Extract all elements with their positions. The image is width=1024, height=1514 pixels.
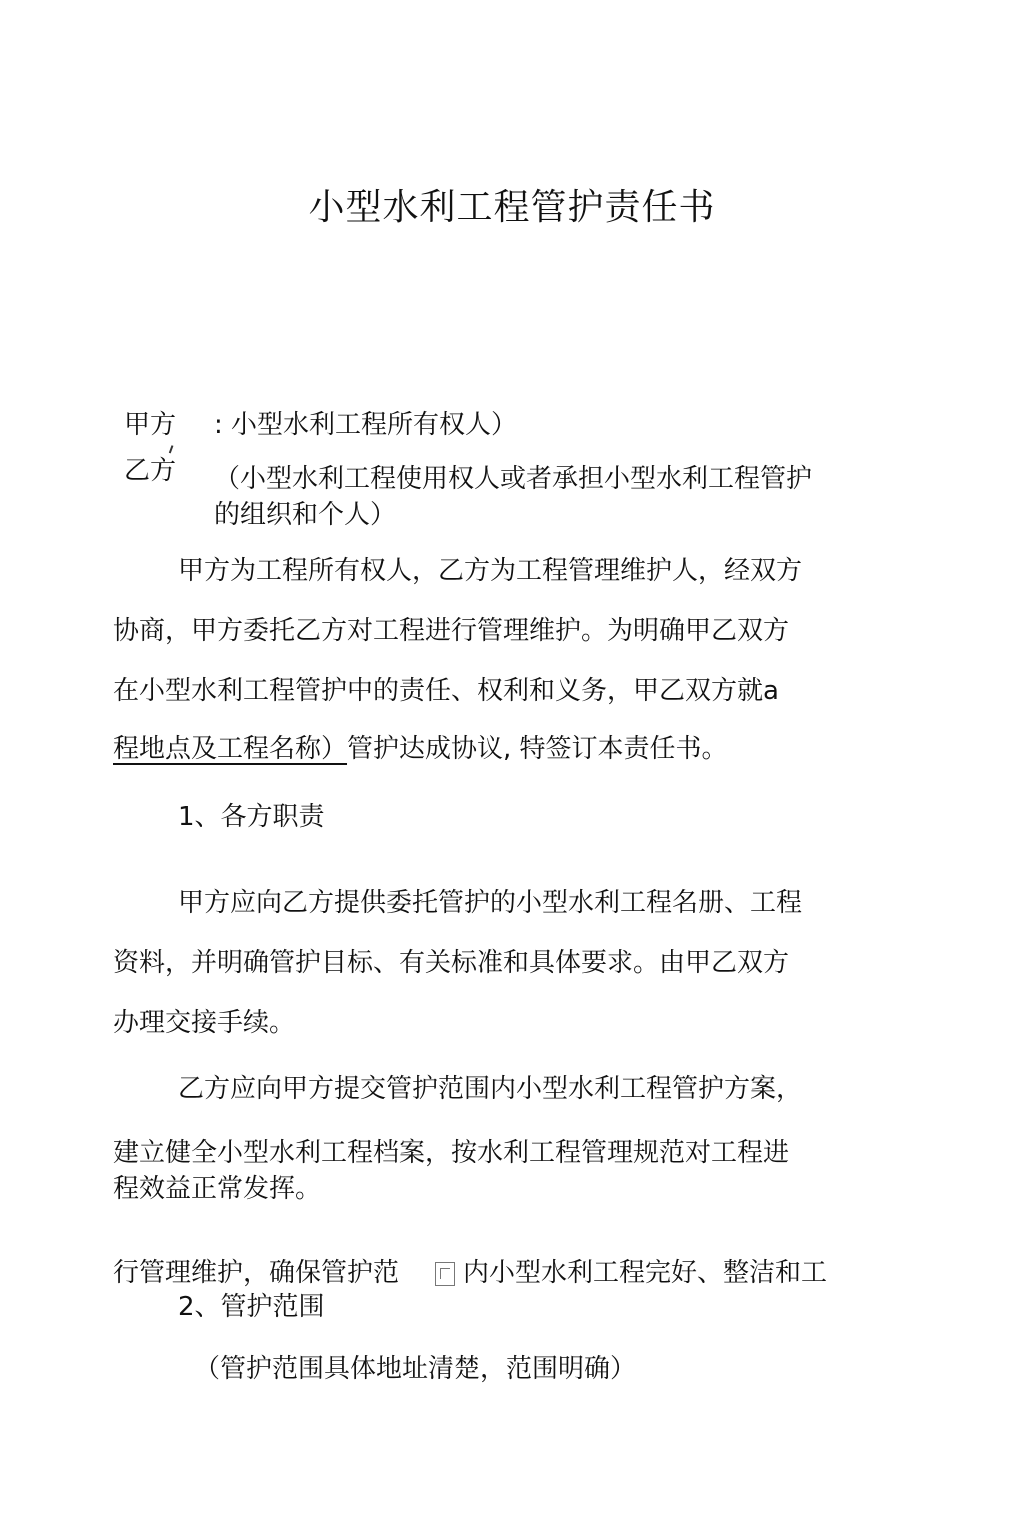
intro-line-3: 在小型水利工程管护中的责任、权利和义务，甲乙双方就a bbox=[113, 676, 779, 706]
section-1-para2-line1: 乙方应向甲方提交管护范围内小型水利工程管护方案， bbox=[178, 1074, 803, 1104]
garbled-character-icon bbox=[435, 1262, 455, 1286]
section-1-para2-line4-a: 行管理维护，确保管护范 bbox=[113, 1258, 400, 1288]
intro-line-1: 甲方为工程所有权人，乙方为工程管理维护人，经双方 bbox=[178, 556, 803, 586]
section-1-para2-line4-b: 内小型水利工程完好、整洁和工 bbox=[463, 1258, 828, 1288]
project-location-underlined: 程地点及工程名称） bbox=[113, 734, 348, 764]
section-1-para2-line4 bbox=[113, 1258, 827, 1288]
party-a-label: 甲方 bbox=[124, 410, 177, 440]
section-1-para1-line2: 资料，并明确管护目标、有关标准和具体要求。由甲乙双方 bbox=[113, 948, 790, 978]
party-b-label: 乙方 bbox=[124, 456, 177, 486]
intro-line-2: 协商，甲方委托乙方对工程进行管理维护。为明确甲乙双方 bbox=[113, 616, 790, 646]
party-b-text-line2: 的组织和个人） bbox=[214, 500, 397, 530]
section-1-para1-line3: 办理交接手续。 bbox=[113, 1008, 296, 1038]
intro-line-4 bbox=[113, 734, 728, 764]
section-2-heading: 2、管护范围 bbox=[178, 1292, 325, 1322]
document-title: 小型水利工程管护责任书 bbox=[308, 187, 716, 228]
section-1-para2-line3: 程效益正常发挥。 bbox=[113, 1174, 322, 1204]
section-2-note: （管护范围具体地址清楚，范围明确） bbox=[194, 1354, 637, 1384]
section-1-para2-line2: 建立健全小型水利工程档案，按水利工程管理规范对工程进 bbox=[113, 1138, 790, 1168]
section-1-heading: 1、各方职责 bbox=[178, 802, 325, 832]
intro-line-4-rest: 管护达成协议, 特签订本责任书。 bbox=[347, 734, 728, 764]
tick-mark bbox=[169, 445, 177, 455]
party-a-text: : 小型水利工程所有权人） bbox=[214, 410, 518, 440]
party-b-text-line1: （小型水利工程使用权人或者承担小型水利工程管护 bbox=[214, 464, 813, 494]
section-1-para1-line1: 甲方应向乙方提供委托管护的小型水利工程名册、工程 bbox=[178, 888, 803, 918]
